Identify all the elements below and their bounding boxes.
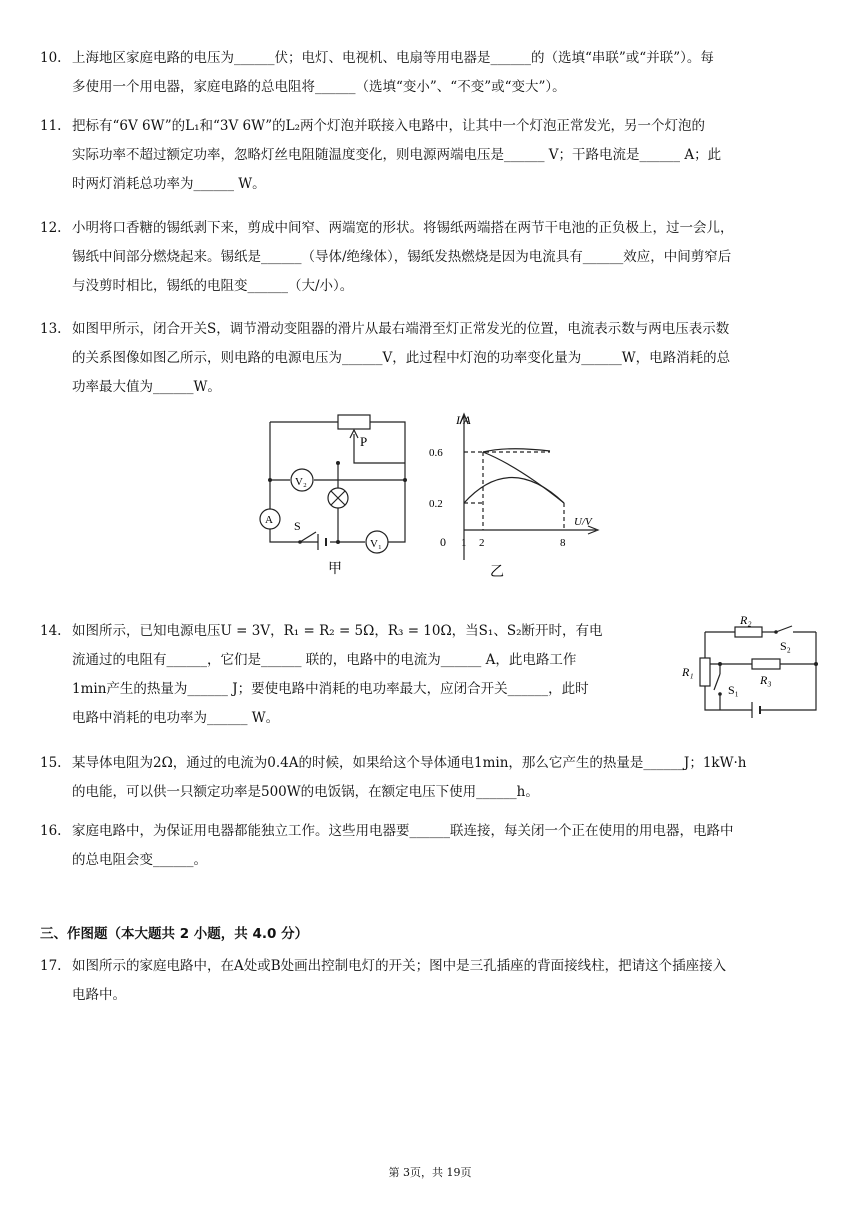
- question-line: 与没剪时相比，锡纸的电阻变______（大/小）。: [72, 278, 354, 294]
- question-line: 多使用一个用电器，家庭电路的总电阻将______（选填“变小”、“不变”或“变大”）。: [72, 79, 566, 95]
- graph-xtick: 2: [479, 537, 485, 549]
- r1-label: R₁: [682, 665, 694, 679]
- question-line: 小明将口香糖的锡纸剥下来，剪成中间窄、两端宽的形状。将锡纸两端搭在两节干电池的正负极上，过一会儿，: [72, 220, 734, 236]
- graph-origin: 0: [440, 535, 446, 549]
- question-line: 的总电阻会变______。: [72, 852, 207, 868]
- question-line: 锡纸中间部分燃烧起来。锡纸是______（导体/绝缘体），锡纸发热燃烧是因为电流具有______效应，中间剪窄后: [72, 249, 732, 265]
- question-line: 功率最大值为______W。: [72, 379, 221, 395]
- r2-label: R₂: [740, 613, 752, 627]
- question-number: 14.: [40, 623, 62, 639]
- question-number: 10.: [40, 50, 62, 66]
- question-line: 的关系图像如图乙所示，则电路的电源电压为______V，此过程中灯泡的功率变化量为______W，电路消耗的总: [72, 350, 731, 366]
- s2-label: S₂: [780, 639, 791, 653]
- graph-xlabel: U/V: [574, 516, 592, 528]
- question-line: 实际功率不超过额定功率，忽略灯丝电阻随温度变化，则电源两端电压是______ V；干路电流是______ A；此: [72, 147, 722, 163]
- question-line: 家庭电路中，为保证用电器都能独立工作。这些用电器要______联连接，每关闭一个正在使用的用电器，电路中: [72, 823, 734, 839]
- question-line: 电路中消耗的电功率为______ W。: [72, 710, 280, 726]
- voltmeter-v2-label: V₂: [295, 476, 307, 488]
- question-line: 如图甲所示，闭合开关S，调节滑动变阻器的滑片从最右端滑至灯正常发光的位置，电流表示数与两电压表示数: [72, 321, 730, 337]
- figure-14: [680, 612, 830, 718]
- question-line: 电路中。: [72, 987, 126, 1003]
- graph-ylabel: I/A: [456, 413, 471, 427]
- figure-13: [250, 408, 610, 584]
- question-number: 11.: [40, 118, 62, 134]
- slider-label: P: [360, 434, 368, 449]
- question-number: 13.: [40, 321, 62, 337]
- question-number: 17.: [40, 958, 62, 974]
- caption-jia: 甲: [328, 562, 342, 577]
- question-line: 时两灯消耗总功率为______ W。: [72, 176, 266, 192]
- question-line: 流通过的电阻有______，它们是______ 联的，电路中的电流为______ A，此电路工作: [72, 652, 577, 668]
- graph-xtick: 8: [560, 537, 566, 549]
- question-number: 15.: [40, 755, 62, 771]
- question-line: 把标有“6V 6W”的L₁和“3V 6W”的L₂两个灯泡并联接入电路中，让其中一个灯泡正常发光，另一个灯泡的: [72, 118, 706, 134]
- section-heading: 三、作图题（本大题共 2 小题，共 4.0 分）: [40, 926, 309, 942]
- question-number: 12.: [40, 220, 62, 236]
- question-line: 某导体电阻为2Ω，通过的电流为0.4A的时候，如果给这个导体通电1min，那么它产生的热量是______J；1kW·h: [72, 755, 747, 771]
- caption-yi: 乙: [490, 565, 504, 580]
- question-line: 上海地区家庭电路的电压为______伏；电灯、电视机、电扇等用电器是______的（选填“串联”或“并联”）。每: [72, 50, 714, 66]
- s1-label: S₁: [728, 683, 739, 697]
- question-line: 的电能，可以供一只额定功率是500W的电饭锅，在额定电压下使用______h。: [72, 784, 539, 800]
- question-line: 如图所示的家庭电路中，在A处或B处画出控制电灯的开关；图中是三孔插座的背面接线柱，把请这个插座接入: [72, 958, 727, 974]
- graph-ytick: 0.2: [429, 498, 443, 510]
- question-number: 16.: [40, 823, 62, 839]
- r3-label: R₃: [760, 673, 772, 687]
- switch-label: S: [294, 519, 301, 533]
- voltmeter-v1-label: V₁: [370, 538, 382, 550]
- page-footer: 第 3页，共 19页: [388, 1166, 472, 1179]
- graph-xtick: 1: [461, 537, 467, 549]
- graph-ytick: 0.6: [429, 447, 443, 459]
- question-line: 1min产生的热量为______ J；要使电路中消耗的电功率最大，应闭合开关______，此时: [72, 681, 589, 697]
- question-line: 如图所示，已知电源电压U = 3V，R₁ = R₂ = 5Ω，R₃ = 10Ω，当S₁、S₂断开时，有电: [72, 623, 603, 639]
- ammeter-label: A: [265, 514, 273, 526]
